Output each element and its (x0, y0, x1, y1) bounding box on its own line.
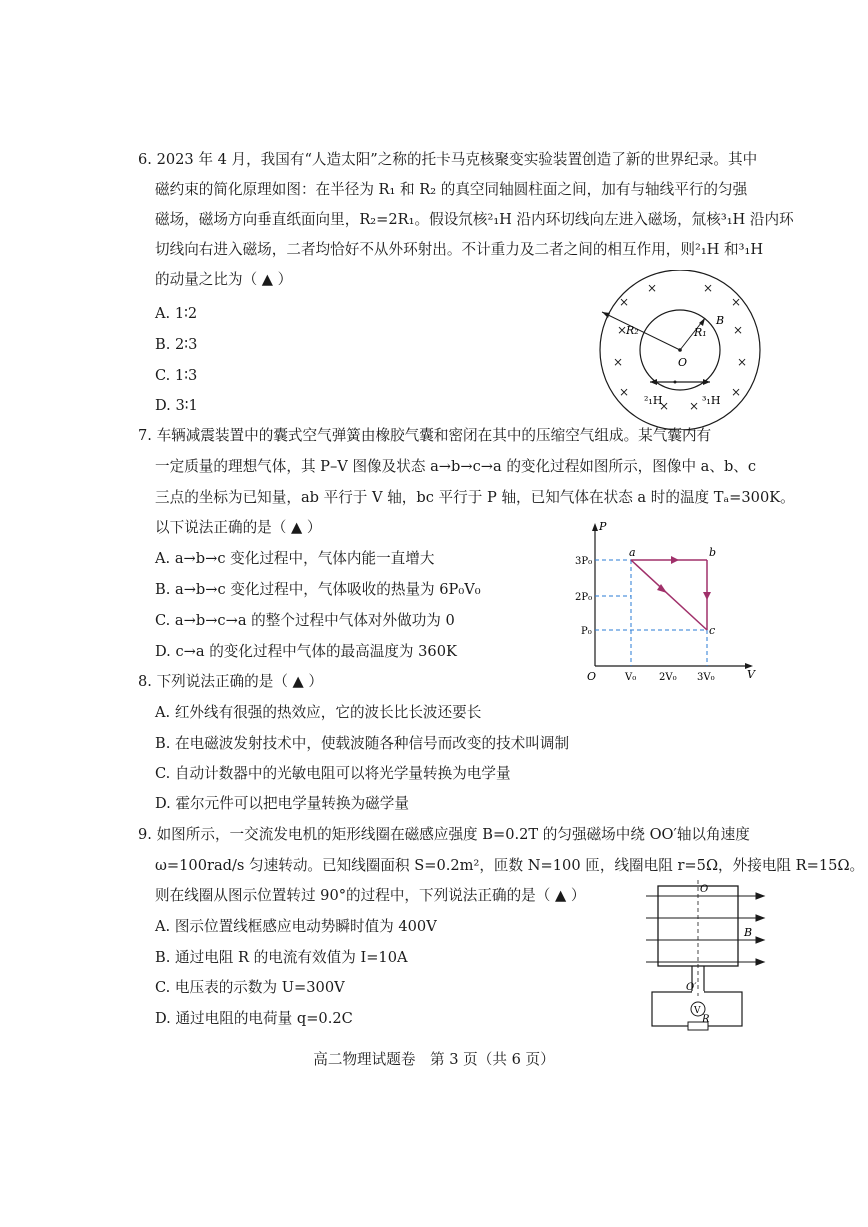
svg-text:×: × (618, 295, 630, 309)
label-o: O (678, 356, 688, 369)
axis-p-label: P (599, 520, 607, 533)
label-o: O (700, 884, 709, 895)
q8-option-b: B. 在电磁波发射技术中，使载波随各种信号而改变的技术叫调制 (155, 735, 570, 752)
q6-option-c: C. 1∶3 (155, 367, 198, 384)
q7-line-2: 一定质量的理想气体，其 P–V 图像及状态 a→b→c→a 的变化过程如图所示，图像中 a、b、c (155, 458, 757, 475)
svg-text:×: × (730, 295, 742, 309)
q6-line-5: 的动量之比为（ ▲ ） (155, 271, 293, 288)
page-footer: 高二物理试题卷 第 3 页（共 6 页） (313, 1051, 555, 1068)
label-r2: R₂ (626, 324, 639, 337)
xtick-3v0: 3V₀ (697, 672, 715, 683)
q7-option-b: B. a→b→c 变化过程中，气体吸收的热量为 6P₀V₀ (155, 581, 481, 598)
svg-text:×: × (688, 399, 700, 413)
q6-option-a: A. 1∶2 (155, 305, 198, 322)
svg-text:×: × (616, 323, 628, 337)
svg-text:×: × (646, 281, 658, 295)
label-b: B (716, 314, 725, 327)
svg-text:×: × (612, 355, 624, 369)
origin-label: O (587, 670, 597, 683)
svg-text:×: × (732, 323, 744, 337)
svg-text:×: × (736, 355, 748, 369)
q7-line-1: 7. 车辆减震装置中的囊式空气弹簧由橡胶气囊和密闭在其中的压缩空气组成。某气囊内有 (138, 427, 712, 444)
q7-option-d: D. c→a 的变化过程中气体的最高温度为 360K (155, 643, 457, 660)
q6-line-1: 6. 2023 年 4 月，我国有“人造太阳”之称的托卡马克核聚变实验装置创造了新的世界纪录。其中 (138, 151, 758, 168)
svg-text:×: × (618, 385, 630, 399)
q7-pv-diagram (575, 518, 760, 686)
q7-line-4: 以下说法正确的是（ ▲ ） (155, 519, 322, 536)
svg-text:×: × (702, 281, 714, 295)
q8-line-1: 8. 下列说法正确的是（ ▲ ） (138, 673, 324, 690)
voltmeter-label: V (694, 1006, 701, 1016)
q6-option-d: D. 3∶1 (155, 397, 198, 414)
q7-option-a: A. a→b→c 变化过程中，气体内能一直增大 (155, 550, 435, 567)
axis-v-label: V (747, 668, 755, 681)
q6-option-b: B. 2∶3 (155, 336, 198, 353)
label-o-prime: O′ (686, 982, 697, 993)
xtick-2v0: 2V₀ (659, 672, 677, 683)
field-x-marks (613, 281, 747, 413)
resistor-label: R (702, 1014, 710, 1025)
q9-option-b: B. 通过电阻 R 的电流有效值为 I=10A (155, 949, 408, 966)
label-h3: ³₁H (702, 394, 721, 407)
q9-generator-figure (640, 880, 770, 1040)
label-b: B (744, 926, 753, 939)
q8-option-c: C. 自动计数器中的光敏电阻可以将光学量转换为电学量 (155, 765, 511, 782)
svg-text:×: × (730, 385, 742, 399)
svg-text:×: × (658, 399, 670, 413)
q8-option-d: D. 霍尔元件可以把电学量转换为磁学量 (155, 795, 409, 812)
point-b-label: b (709, 546, 717, 559)
q6-magnetic-field-figure (590, 270, 770, 430)
q9-option-c: C. 电压表的示数为 U=300V (155, 979, 345, 996)
label-r1: R₁ (694, 326, 707, 339)
q9-line-1: 9. 如图所示，一交流发电机的矩形线圈在磁感应强度 B=0.2T 的匀强磁场中绕 OO′轴以角速度 (138, 826, 750, 843)
q7-line-3: 三点的坐标为已知量，ab 平行于 V 轴，bc 平行于 P 轴，已知气体在状态 a 时的温度 Tₐ=300K。 (155, 489, 795, 506)
q9-option-d: D. 通过电阻的电荷量 q=0.2C (155, 1010, 353, 1027)
point-c-label: c (709, 624, 716, 637)
q7-option-c: C. a→b→c→a 的整个过程中气体对外做功为 0 (155, 612, 455, 629)
q9-option-a: A. 图示位置线框感应电动势瞬时值为 400V (155, 918, 437, 935)
q6-line-4: 切线向右进入磁场，二者均恰好不从外环射出。不计重力及二者之间的相互作用，则²₁H 和³₁H (155, 241, 764, 258)
q8-option-a: A. 红外线有很强的热效应，它的波长比长波还要长 (155, 704, 482, 721)
ytick-p0: P₀ (581, 626, 592, 637)
q9-line-3: 则在线圈从图示位置转过 90°的过程中，下列说法正确的是（ ▲ ） (155, 887, 586, 904)
xtick-v0: V₀ (625, 672, 637, 683)
point-a-label: a (629, 546, 636, 559)
label-h2: ²₁H (644, 394, 663, 407)
q6-line-3: 磁场，磁场方向垂直纸面向里，R₂=2R₁。假设氘核²₁H 沿内环切线向左进入磁场，氚核³₁H 沿内环 (155, 211, 794, 228)
ytick-2p0: 2P₀ (575, 592, 593, 603)
q9-line-2: ω=100rad/s 匀速转动。已知线圈面积 S=0.2m²，匝数 N=100 匝，线圈电阻 r=5Ω，外接电阻 R=15Ω。 (155, 857, 865, 874)
q6-line-2: 磁约束的简化原理如图：在半径为 R₁ 和 R₂ 的真空同轴圆柱面之间，加有与轴线平行的匀强 (155, 181, 748, 198)
ytick-3p0: 3P₀ (575, 556, 593, 567)
